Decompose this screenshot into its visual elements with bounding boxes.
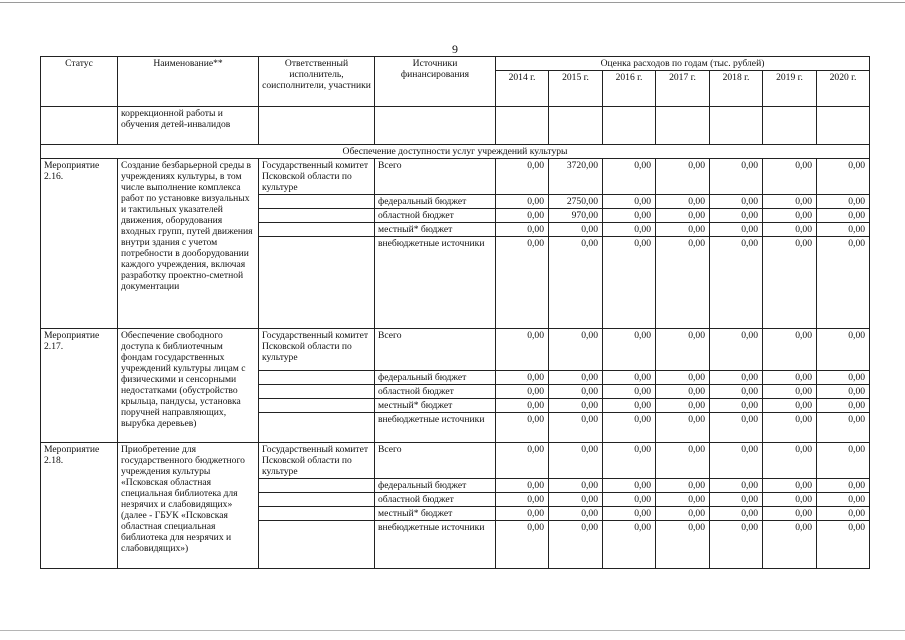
value-cell: 0,00: [763, 237, 817, 329]
value-cell: 0,00: [710, 159, 763, 195]
value-cell: 0,00: [496, 385, 549, 399]
responsible-empty-cell: [259, 399, 375, 413]
responsible-empty-cell: [259, 237, 375, 329]
value-cell: 0,00: [710, 385, 763, 399]
continuation-row: [41, 107, 870, 145]
value-cell: 0,00: [656, 443, 710, 479]
scan-edge-top: [0, 2, 905, 3]
value-cell: 0,00: [603, 385, 656, 399]
value-cell: 0,00: [763, 521, 817, 569]
header-year: 2019 г.: [763, 71, 817, 107]
source-label: внебюджетные источники: [375, 413, 496, 443]
value-cell: 0,00: [817, 479, 870, 493]
value-cell: 0,00: [710, 507, 763, 521]
header-year: 2016 г.: [603, 71, 656, 107]
measure-status: Мероприятие 2.17.: [41, 329, 118, 443]
value-cell: 3720,00: [549, 159, 603, 195]
value-cell: 0,00: [817, 399, 870, 413]
value-cell: 0,00: [710, 237, 763, 329]
source-label: местный* бюджет: [375, 223, 496, 237]
measure-responsible: Государственный комитет Псковской области по культуре: [259, 329, 375, 371]
header-year: 2014 г.: [496, 71, 549, 107]
value-cell: 0,00: [549, 521, 603, 569]
measure-responsible: Государственный комитет Псковской области по культуре: [259, 159, 375, 195]
responsible-empty-cell: [259, 507, 375, 521]
value-cell: 0,00: [710, 479, 763, 493]
value-cell: 0,00: [656, 413, 710, 443]
page-number: 9: [452, 42, 458, 56]
value-cell: 0,00: [710, 209, 763, 223]
responsible-empty-cell: [259, 223, 375, 237]
value-cell: 0,00: [549, 443, 603, 479]
value-cell: 0,00: [603, 329, 656, 371]
value-cell: 0,00: [549, 371, 603, 385]
scan-edge-bottom: [0, 630, 905, 631]
value-cell: 0,00: [549, 493, 603, 507]
value-cell: 0,00: [603, 209, 656, 223]
value-cell: 2750,00: [549, 195, 603, 209]
value-cell: 0,00: [603, 443, 656, 479]
header-estimate: Оценка расходов по годам (тыс. рублей): [496, 57, 870, 71]
value-cell: 0,00: [496, 195, 549, 209]
value-cell: 0,00: [710, 195, 763, 209]
responsible-empty-cell: [259, 195, 375, 209]
value-cell: 0,00: [549, 237, 603, 329]
header-year: 2015 г.: [549, 71, 603, 107]
value-cell: 0,00: [817, 237, 870, 329]
value-cell: 0,00: [656, 507, 710, 521]
section-row: [41, 145, 870, 159]
value-cell: 0,00: [496, 209, 549, 223]
measure-status: Мероприятие 2.16.: [41, 159, 118, 329]
value-cell: 0,00: [656, 159, 710, 195]
value-cell: 0,00: [763, 385, 817, 399]
header-sources: Источники финансирования: [375, 57, 496, 107]
value-cell: 0,00: [710, 443, 763, 479]
value-cell: 0,00: [496, 413, 549, 443]
value-cell: 0,00: [763, 443, 817, 479]
responsible-empty-cell: [259, 521, 375, 569]
measure-row: [41, 443, 870, 479]
value-cell: 0,00: [710, 521, 763, 569]
measure-status: Мероприятие 2.18.: [41, 443, 118, 569]
value-cell: 0,00: [710, 399, 763, 413]
value-cell: 0,00: [817, 521, 870, 569]
responsible-empty-cell: [259, 209, 375, 223]
value-cell: 0,00: [603, 507, 656, 521]
value-cell: 0,00: [817, 209, 870, 223]
source-label: местный* бюджет: [375, 399, 496, 413]
header-responsible: Ответственный исполнитель, соисполнители, участники: [259, 57, 375, 107]
header-name: Наименование**: [118, 57, 259, 107]
value-cell: 0,00: [656, 371, 710, 385]
budget-table: [40, 56, 870, 569]
value-cell: 0,00: [496, 237, 549, 329]
source-label: Всего: [375, 443, 496, 479]
value-cell: 0,00: [763, 413, 817, 443]
measure-name: Обеспечение свободного доступа к библиотечным фондам государственных учреждений культуры лицам с физическими и сенсорными недостатками (обустройство крыльца, пандусы, установка поручней направляющих, вырубка деревьев): [118, 329, 259, 443]
header-year: 2020 г.: [817, 71, 870, 107]
value-cell: 0,00: [763, 479, 817, 493]
section-title: Обеспечение доступности услуг учреждений культуры: [41, 145, 870, 159]
value-cell: 0,00: [763, 507, 817, 521]
value-cell: 0,00: [763, 195, 817, 209]
source-label: Всего: [375, 159, 496, 195]
value-cell: 0,00: [763, 493, 817, 507]
value-cell: 0,00: [549, 329, 603, 371]
value-cell: 0,00: [710, 223, 763, 237]
value-cell: 0,00: [817, 329, 870, 371]
measure-responsible: Государственный комитет Псковской области по культуре: [259, 443, 375, 479]
value-cell: 0,00: [603, 521, 656, 569]
value-cell: 0,00: [817, 493, 870, 507]
source-label: областной бюджет: [375, 209, 496, 223]
source-label: местный* бюджет: [375, 507, 496, 521]
value-cell: 0,00: [817, 223, 870, 237]
measure-row: [41, 159, 870, 195]
value-cell: 0,00: [603, 223, 656, 237]
measure-name: Создание безбарьерной среды в учреждениях культуры, в том числе выполнение комплекса работ по установке визуальных и тактильных указателей движения, оборудования входных групп, путей движения внутри здания с учетом потребности в дооборудовании каждого учреждения, включая разработку проектно-сметной документации: [118, 159, 259, 329]
value-cell: 0,00: [496, 159, 549, 195]
source-label: внебюджетные источники: [375, 237, 496, 329]
value-cell: 0,00: [549, 507, 603, 521]
value-cell: 0,00: [763, 329, 817, 371]
continuation-text: коррекционной работы и обучения детей-инвалидов: [118, 107, 259, 145]
value-cell: 0,00: [496, 329, 549, 371]
responsible-empty-cell: [259, 371, 375, 385]
value-cell: 0,00: [496, 521, 549, 569]
value-cell: 0,00: [656, 223, 710, 237]
value-cell: 0,00: [656, 209, 710, 223]
value-cell: 0,00: [817, 413, 870, 443]
value-cell: 0,00: [817, 195, 870, 209]
value-cell: 0,00: [656, 237, 710, 329]
value-cell: 0,00: [549, 223, 603, 237]
value-cell: 0,00: [496, 479, 549, 493]
source-label: федеральный бюджет: [375, 371, 496, 385]
value-cell: 0,00: [549, 385, 603, 399]
value-cell: 0,00: [817, 159, 870, 195]
header-year: 2017 г.: [656, 71, 710, 107]
value-cell: 0,00: [656, 493, 710, 507]
responsible-empty-cell: [259, 413, 375, 443]
value-cell: 0,00: [817, 385, 870, 399]
responsible-empty-cell: [259, 493, 375, 507]
value-cell: 0,00: [817, 443, 870, 479]
value-cell: 0,00: [710, 329, 763, 371]
value-cell: 0,00: [656, 479, 710, 493]
value-cell: 0,00: [496, 399, 549, 413]
value-cell: 0,00: [549, 399, 603, 413]
value-cell: 0,00: [496, 493, 549, 507]
source-label: областной бюджет: [375, 385, 496, 399]
header-status: Статус: [41, 57, 118, 107]
measure-name: Приобретение для государственного бюджетного учреждения культуры «Псковская областная специальная библиотека для незрячих и слабовидящих» (далее - ГБУК «Псковская областная специальная библиотека для незрячих и слабовидящих»): [118, 443, 259, 569]
value-cell: 0,00: [603, 413, 656, 443]
value-cell: 0,00: [817, 507, 870, 521]
value-cell: 0,00: [656, 385, 710, 399]
value-cell: 0,00: [603, 493, 656, 507]
value-cell: 0,00: [763, 371, 817, 385]
responsible-empty-cell: [259, 385, 375, 399]
source-label: внебюджетные источники: [375, 521, 496, 569]
value-cell: 0,00: [763, 159, 817, 195]
value-cell: 0,00: [763, 399, 817, 413]
value-cell: 0,00: [710, 371, 763, 385]
responsible-empty-cell: [259, 479, 375, 493]
value-cell: 0,00: [817, 371, 870, 385]
source-label: областной бюджет: [375, 493, 496, 507]
value-cell: 0,00: [603, 159, 656, 195]
source-label: федеральный бюджет: [375, 195, 496, 209]
value-cell: 0,00: [656, 399, 710, 413]
measure-row: [41, 329, 870, 371]
value-cell: 0,00: [496, 223, 549, 237]
value-cell: 0,00: [763, 209, 817, 223]
value-cell: 0,00: [603, 479, 656, 493]
value-cell: 0,00: [656, 329, 710, 371]
value-cell: 0,00: [710, 413, 763, 443]
source-label: федеральный бюджет: [375, 479, 496, 493]
value-cell: 0,00: [656, 195, 710, 209]
value-cell: 0,00: [549, 479, 603, 493]
value-cell: 0,00: [603, 195, 656, 209]
value-cell: 0,00: [603, 237, 656, 329]
value-cell: 0,00: [763, 223, 817, 237]
value-cell: 0,00: [496, 443, 549, 479]
value-cell: 0,00: [656, 521, 710, 569]
header-year: 2018 г.: [710, 71, 763, 107]
value-cell: 0,00: [496, 371, 549, 385]
value-cell: 0,00: [603, 399, 656, 413]
value-cell: 0,00: [603, 371, 656, 385]
source-label: Всего: [375, 329, 496, 371]
value-cell: 0,00: [549, 413, 603, 443]
value-cell: 0,00: [710, 493, 763, 507]
value-cell: 970,00: [549, 209, 603, 223]
value-cell: 0,00: [496, 507, 549, 521]
